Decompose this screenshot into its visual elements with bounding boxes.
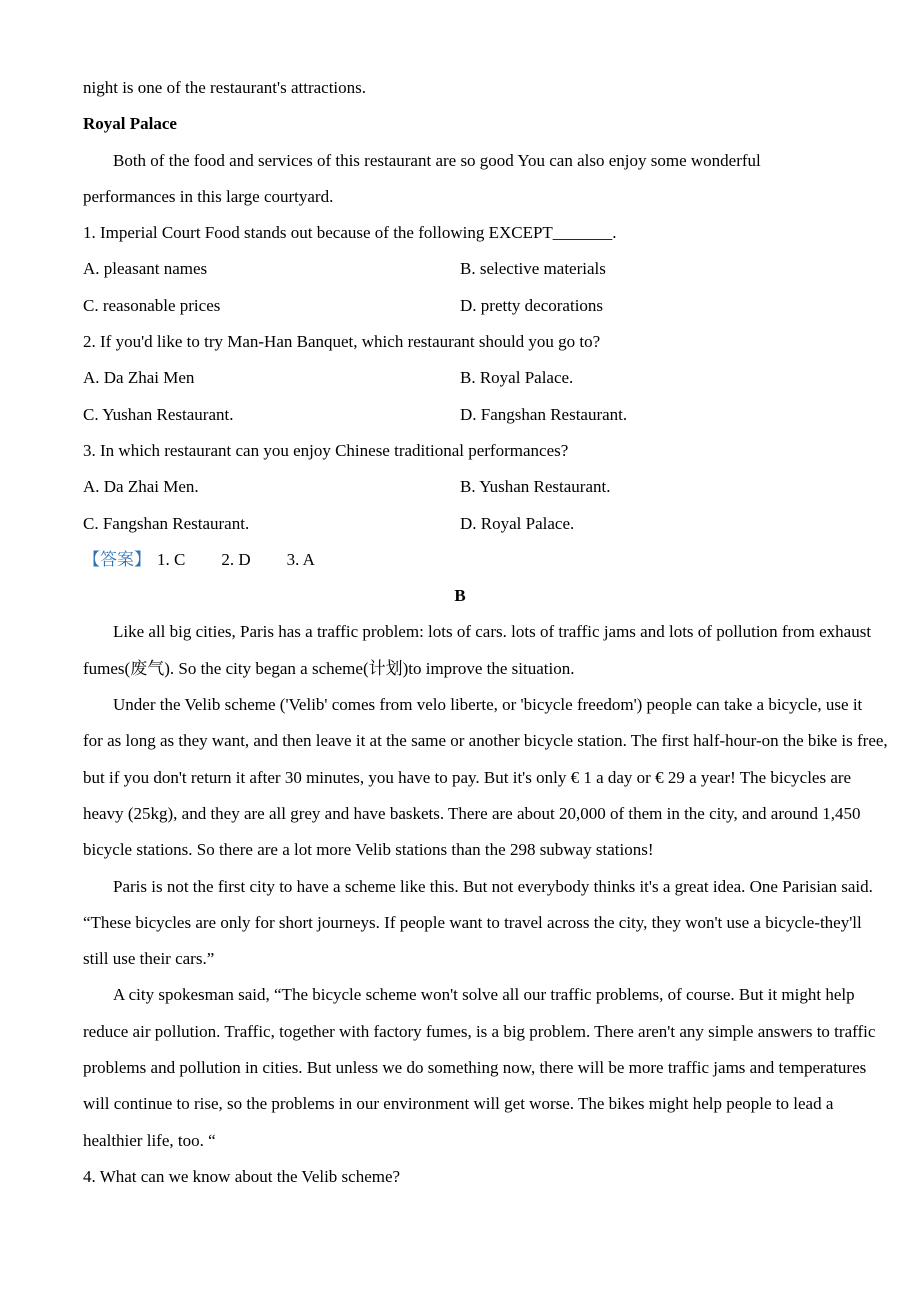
question-1-stem: 1. Imperial Court Food stands out because of the following EXCEPT_______.	[83, 223, 617, 243]
royal-palace-paragraph-line: Both of the food and services of this restaurant are so good You can also enjoy some wonderful	[113, 150, 761, 170]
answer-key-label: 【答案】	[83, 549, 151, 569]
question-3-stem: 3. In which restaurant can you enjoy Chinese traditional performances?	[83, 440, 569, 460]
question-3-option-b: B. Yushan Restaurant.	[460, 477, 611, 497]
passage-b-line: still use their cars.”	[83, 949, 215, 969]
royal-palace-heading: Royal Palace	[83, 114, 177, 134]
question-1-option-c: C. reasonable prices	[83, 295, 221, 315]
royal-palace-paragraph-line: performances in this large courtyard.	[83, 186, 334, 206]
question-1-option-d: D. pretty decorations	[460, 295, 604, 315]
answer-key-line	[83, 542, 837, 578]
question-3-option-d: D. Royal Palace.	[460, 513, 575, 533]
question-2-option-a: A. Da Zhai Men	[83, 368, 195, 388]
passage-b-line: Paris is not the first city to have a scheme like this. But not everybody thinks it's a great idea. One Parisian said.	[113, 876, 873, 896]
passage-b-line: heavy (25kg), and they are all grey and have baskets. There are about 20,000 of them in the city, and around 1,450	[83, 803, 861, 823]
question-1-options-row	[83, 288, 837, 324]
passage-b-line: bicycle stations. So there are a lot more Velib stations than the 298 subway stations!	[83, 840, 654, 860]
passage-b-line: A city spokesman said, “The bicycle scheme won't solve all our traffic problems, of course. But it might help	[113, 985, 855, 1005]
answer-item: 2. D	[221, 549, 251, 569]
question-1-option-b: B. selective materials	[460, 259, 606, 279]
question-2-option-c: C. Yushan Restaurant.	[83, 404, 234, 424]
passage-b-line: healthier life, too. “	[83, 1130, 216, 1150]
question-3-options-row	[83, 469, 837, 505]
question-3-option-c: C. Fangshan Restaurant.	[83, 513, 250, 533]
question-2-stem: 2. If you'd like to try Man-Han Banquet, which restaurant should you go to?	[83, 332, 601, 352]
question-3-options-row	[83, 506, 837, 542]
passage-b-line: but if you don't return it after 30 minutes, you have to pay. But it's only € 1 a day or € 29 a year! The bicycles are	[83, 767, 852, 787]
question-4-stem: 4. What can we know about the Velib scheme?	[83, 1166, 401, 1186]
question-2-option-d: D. Fangshan Restaurant.	[460, 404, 628, 424]
question-1-option-a: A. pleasant names	[83, 259, 208, 279]
answer-item: 3. A	[286, 549, 315, 569]
passage-b-line: Under the Velib scheme ('Velib' comes from velo liberte, or 'bicycle freedom') people can take a bicycle, use it	[113, 695, 863, 715]
passage-b-line: “These bicycles are only for short journeys. If people want to travel across the city, they won't use a bicycle-they'll	[83, 912, 862, 932]
question-1-options-row	[83, 251, 837, 287]
passage-b-line: reduce air pollution. Traffic, together with factory fumes, is a big problem. There aren't any simple answers to traffic	[83, 1021, 876, 1041]
answer-item: 1. C	[157, 549, 186, 569]
passage-b-line: for as long as they want, and then leave it at the same or another bicycle station. The first half-hour-on the bike is free,	[83, 731, 888, 751]
passage-b-line: Like all big cities, Paris has a traffic problem: lots of cars. lots of traffic jams and lots of pollution from exhaust	[113, 622, 872, 642]
passage-b-line: fumes(废气). So the city began a scheme(计划)to improve the situation.	[83, 658, 575, 678]
passage-b-line: will continue to rise, so the problems in our environment will get worse. The bikes might help people to lead a	[83, 1094, 834, 1114]
passage-a-tail-line: night is one of the restaurant's attractions.	[83, 78, 367, 97]
section-b-heading: B	[454, 586, 466, 606]
question-2-options-row	[83, 397, 837, 433]
question-3-option-a: A. Da Zhai Men.	[83, 477, 199, 497]
passage-b-line: problems and pollution in cities. But unless we do something now, there will be more traffic jams and temperatures	[83, 1058, 867, 1078]
question-2-option-b: B. Royal Palace.	[460, 368, 574, 388]
question-2-options-row	[83, 360, 837, 396]
